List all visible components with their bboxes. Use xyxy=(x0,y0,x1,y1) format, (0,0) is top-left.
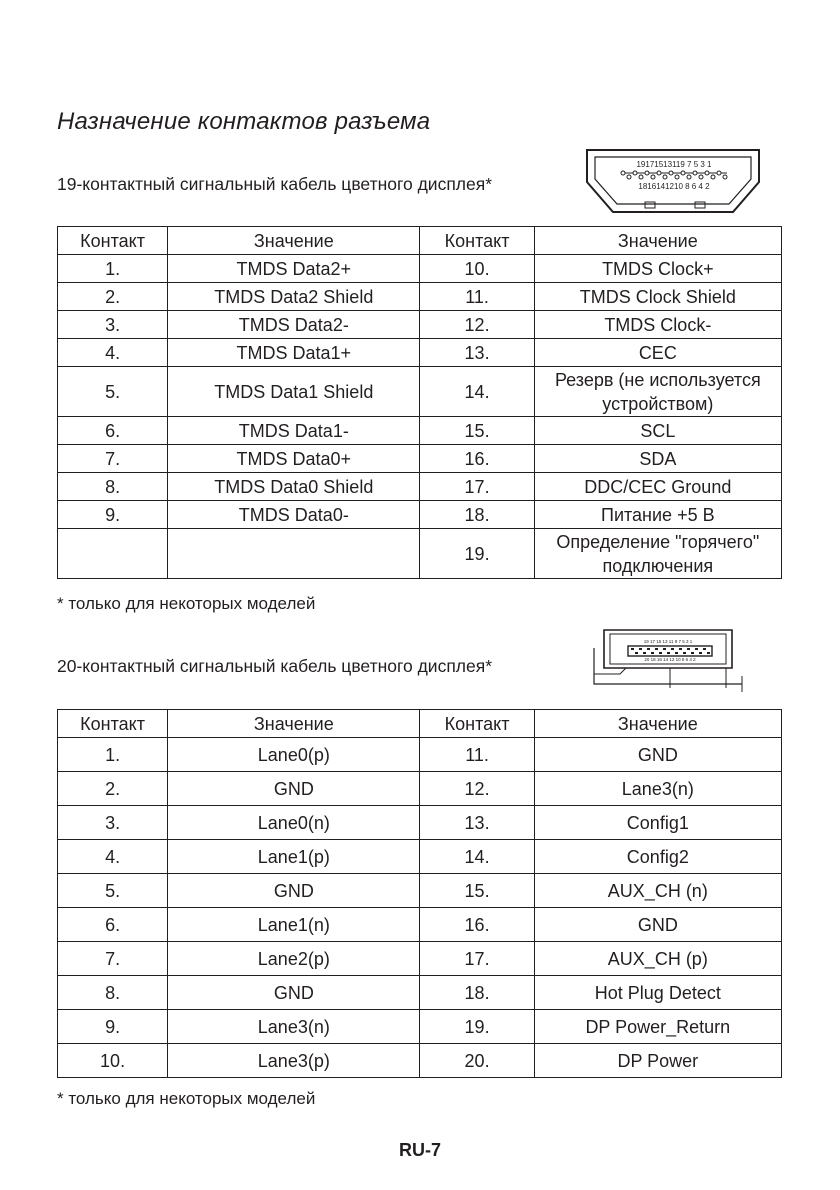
table-row xyxy=(58,339,782,367)
table-row xyxy=(58,311,782,339)
pin-value: Config2 xyxy=(534,840,781,874)
header-value: Значение xyxy=(534,227,781,255)
hdmi-pin-table xyxy=(57,226,782,579)
table-row xyxy=(58,806,782,840)
pin-value: GND xyxy=(534,908,781,942)
pin-value: Lane1(n) xyxy=(168,908,420,942)
pin-number: 5. xyxy=(58,874,168,908)
pin-value: GND xyxy=(168,772,420,806)
table-row xyxy=(58,840,782,874)
table-row xyxy=(58,908,782,942)
table-row xyxy=(58,772,782,806)
pin-value: GND xyxy=(168,976,420,1010)
pin-number: 18. xyxy=(420,976,534,1010)
pin-number: 19. xyxy=(420,1010,534,1044)
pin-number: 12. xyxy=(420,311,534,339)
table-row xyxy=(58,501,782,529)
hdmi-connector-diagram xyxy=(583,146,763,220)
pin-value: Lane0(p) xyxy=(168,738,420,772)
pin-value xyxy=(168,529,420,579)
pin-number: 8. xyxy=(58,473,168,501)
pin-number: 2. xyxy=(58,283,168,311)
pin-value: SCL xyxy=(534,417,781,445)
table-row xyxy=(58,942,782,976)
pin-number: 3. xyxy=(58,806,168,840)
pin-value: TMDS Data0- xyxy=(168,501,420,529)
dp-caption: 20-контактный сигнальный кабель цветного дисплея* xyxy=(57,656,493,676)
pin-number: 10. xyxy=(58,1044,168,1078)
pin-value: TMDS Data2+ xyxy=(168,255,420,283)
table-row xyxy=(58,1044,782,1078)
table-row xyxy=(58,874,782,908)
pin-number: 7. xyxy=(58,942,168,976)
header-value: Значение xyxy=(168,710,420,738)
pin-number: 9. xyxy=(58,501,168,529)
header-pin: Контакт xyxy=(58,710,168,738)
pin-number: 1. xyxy=(58,255,168,283)
pin-value: TMDS Data2 Shield xyxy=(168,283,420,311)
header-pin: Контакт xyxy=(58,227,168,255)
pin-value: Lane0(n) xyxy=(168,806,420,840)
pin-value: AUX_CH (n) xyxy=(534,874,781,908)
table-header-row xyxy=(58,227,782,255)
pin-value: Lane1(p) xyxy=(168,840,420,874)
table-row xyxy=(58,473,782,501)
pin-number xyxy=(58,529,168,579)
table-row xyxy=(58,255,782,283)
pin-number: 19. xyxy=(420,529,534,579)
pin-number: 14. xyxy=(420,367,534,417)
pin-number: 3. xyxy=(58,311,168,339)
pin-value: TMDS Clock Shield xyxy=(534,283,781,311)
pin-value: TMDS Data2- xyxy=(168,311,420,339)
pin-number: 16. xyxy=(420,445,534,473)
pin-number: 10. xyxy=(420,255,534,283)
pin-value: Lane3(p) xyxy=(168,1044,420,1078)
pin-value: Lane3(n) xyxy=(168,1010,420,1044)
table-row xyxy=(58,1010,782,1044)
hdmi-caption: 19-контактный сигнальный кабель цветного дисплея* xyxy=(57,174,493,194)
pin-value: DP Power_Return xyxy=(534,1010,781,1044)
pin-value: TMDS Data0 Shield xyxy=(168,473,420,501)
pin-number: 4. xyxy=(58,840,168,874)
pin-number: 18. xyxy=(420,501,534,529)
pin-number: 13. xyxy=(420,806,534,840)
dp-pin-numbers-top: 19 17 15 13 11 9 7 5 3 1 xyxy=(643,639,693,644)
hdmi-pin-numbers-bottom: 1816141210 8 6 4 2 xyxy=(638,182,710,191)
header-value: Значение xyxy=(534,710,781,738)
pin-number: 2. xyxy=(58,772,168,806)
pin-value: TMDS Clock+ xyxy=(534,255,781,283)
table-row xyxy=(58,976,782,1010)
pin-value: TMDS Clock- xyxy=(534,311,781,339)
pin-value: TMDS Data1+ xyxy=(168,339,420,367)
pin-value: GND xyxy=(168,874,420,908)
pin-number: 9. xyxy=(58,1010,168,1044)
hdmi-footnote: * только для некоторых моделей xyxy=(57,594,316,613)
table-row xyxy=(58,738,782,772)
pin-value: Config1 xyxy=(534,806,781,840)
pin-number: 16. xyxy=(420,908,534,942)
page-number: RU-7 xyxy=(398,1140,441,1160)
page-title: Назначение контактов разъема xyxy=(57,108,431,135)
pin-value: Определение "горячего" подключения xyxy=(534,529,781,579)
pin-number: 5. xyxy=(58,367,168,417)
pin-value: Hot Plug Detect xyxy=(534,976,781,1010)
pin-number: 6. xyxy=(58,908,168,942)
pin-number: 8. xyxy=(58,976,168,1010)
table-row xyxy=(58,367,782,417)
pin-value: SDA xyxy=(534,445,781,473)
pin-number: 15. xyxy=(420,874,534,908)
pin-value: CEC xyxy=(534,339,781,367)
pin-value: Lane3(n) xyxy=(534,772,781,806)
displayport-pin-table xyxy=(57,709,782,1078)
pin-value: Резерв (не используется устройством) xyxy=(534,367,781,417)
pin-number: 15. xyxy=(420,417,534,445)
pin-number: 7. xyxy=(58,445,168,473)
table-row xyxy=(58,445,782,473)
hdmi-pin-numbers-top: 19171513119 7 5 3 1 xyxy=(636,160,712,169)
pin-number: 4. xyxy=(58,339,168,367)
pin-number: 13. xyxy=(420,339,534,367)
pin-number: 11. xyxy=(420,283,534,311)
header-value: Значение xyxy=(168,227,420,255)
pin-value: GND xyxy=(534,738,781,772)
pin-number: 17. xyxy=(420,473,534,501)
pin-number: 14. xyxy=(420,840,534,874)
pin-number: 12. xyxy=(420,772,534,806)
table-row xyxy=(58,283,782,311)
table-row xyxy=(58,529,782,579)
pin-value: DP Power xyxy=(534,1044,781,1078)
header-pin: Контакт xyxy=(420,710,534,738)
pin-value: Lane2(p) xyxy=(168,942,420,976)
pin-value: AUX_CH (p) xyxy=(534,942,781,976)
pin-number: 1. xyxy=(58,738,168,772)
pin-number: 11. xyxy=(420,738,534,772)
header-pin: Контакт xyxy=(420,227,534,255)
table-header-row xyxy=(58,710,782,738)
table-row xyxy=(58,417,782,445)
displayport-connector-diagram xyxy=(590,626,746,694)
pin-value: TMDS Data1 Shield xyxy=(168,367,420,417)
dp-pin-numbers-bottom: 20 18 16 14 12 10 8 6 4 2 xyxy=(644,657,696,662)
pin-number: 6. xyxy=(58,417,168,445)
pin-value: TMDS Data0+ xyxy=(168,445,420,473)
pin-value: TMDS Data1- xyxy=(168,417,420,445)
pin-value: DDC/CEC Ground xyxy=(534,473,781,501)
pin-value: Питание +5 В xyxy=(534,501,781,529)
pin-number: 17. xyxy=(420,942,534,976)
dp-footnote: * только для некоторых моделей xyxy=(57,1089,316,1108)
pin-number: 20. xyxy=(420,1044,534,1078)
